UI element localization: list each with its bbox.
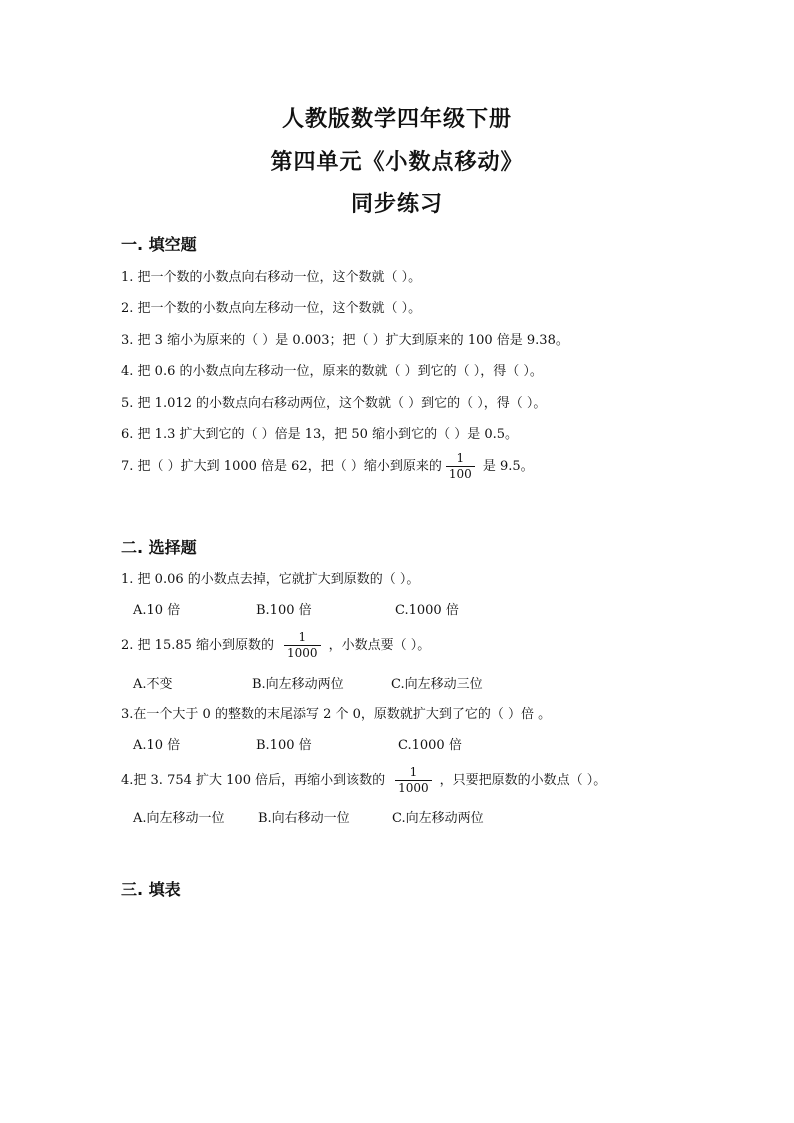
option-a: A.不变 xyxy=(133,677,173,692)
fraction-denominator: 1000 xyxy=(284,645,321,661)
fraction-one-hundredth xyxy=(446,451,475,482)
option-c: C.1000 倍 xyxy=(395,603,459,618)
choice-question-2-text: 2. 把 15.85 缩小到原数的 xyxy=(121,638,275,653)
fill-question-7-tail: 是 9.5。 xyxy=(478,459,534,474)
fill-question-7 xyxy=(121,451,534,482)
fraction-denominator: 100 xyxy=(446,466,475,482)
fraction-numerator: 1 xyxy=(298,630,307,644)
option-c: C.向左移动三位 xyxy=(391,677,483,692)
choice-question-3: 3.在一个大于 0 的整数的末尾添写 2 个 0，原数就扩大到了它的（ ）倍 。 xyxy=(121,707,552,722)
section-heading-table: 三. 填表 xyxy=(121,880,181,899)
option-b: B.100 倍 xyxy=(256,738,312,753)
option-a: A.向左移动一位 xyxy=(133,811,225,826)
fraction-one-thousandth xyxy=(395,765,432,796)
choice-question-4 xyxy=(121,765,606,796)
choice-question-4-tail: ，只要把原数的小数点（ ）。 xyxy=(439,773,607,788)
choice-question-1: 1. 把 0.06 的小数点去掉，它就扩大到原数的（ ）。 xyxy=(121,572,420,587)
fill-question-6: 6. 把 1.3 扩大到它的（ ）倍是 13，把 50 缩小到它的（ ）是 0.5。 xyxy=(121,427,519,442)
choice-question-2-tail: ，小数点要（ ）。 xyxy=(328,638,431,653)
choice-question-2 xyxy=(121,630,430,661)
option-b: B.向右移动一位 xyxy=(258,811,350,826)
fill-question-3: 3. 把 3 缩小为原来的（ ）是 0.003；把（ ）扩大到原来的 100 倍是 9.38。 xyxy=(121,333,569,348)
fill-question-2: 2. 把一个数的小数点向左移动一位，这个数就（ ）。 xyxy=(121,301,422,316)
fraction-numerator: 1 xyxy=(409,765,418,779)
option-a: A.10 倍 xyxy=(133,738,181,753)
fill-question-1: 1. 把一个数的小数点向右移动一位，这个数就（ ）。 xyxy=(121,270,422,285)
option-b: B.向左移动两位 xyxy=(252,677,344,692)
title-line-3: 同步练习 xyxy=(350,191,443,217)
title-line-2: 第四单元《小数点移动》 xyxy=(270,149,524,175)
option-b: B.100 倍 xyxy=(256,603,312,618)
fill-question-7-text: 7. 把（ ）扩大到 1000 倍是 62，把（ ）缩小到原来的 xyxy=(121,459,442,474)
fill-question-4: 4. 把 0.6 的小数点向左移动一位，原来的数就（ ）到它的（ ），得（ ）。 xyxy=(121,364,543,379)
title-line-1: 人教版数学四年级下册 xyxy=(281,106,512,132)
fill-question-5: 5. 把 1.012 的小数点向右移动两位，这个数就（ ）到它的（ ），得（ ）。 xyxy=(121,396,547,411)
fraction-numerator: 1 xyxy=(456,451,465,465)
fraction-one-thousandth xyxy=(284,630,321,661)
section-heading-choice: 二. 选择题 xyxy=(121,538,197,557)
fraction-denominator: 1000 xyxy=(395,780,432,796)
option-c: C.向左移动两位 xyxy=(392,811,484,826)
choice-question-4-text: 4.把 3. 754 扩大 100 倍后，再缩小到该数的 xyxy=(121,773,386,788)
section-heading-fill-in: 一. 填空题 xyxy=(121,235,197,254)
option-c: C.1000 倍 xyxy=(398,738,462,753)
option-a: A.10 倍 xyxy=(133,603,181,618)
